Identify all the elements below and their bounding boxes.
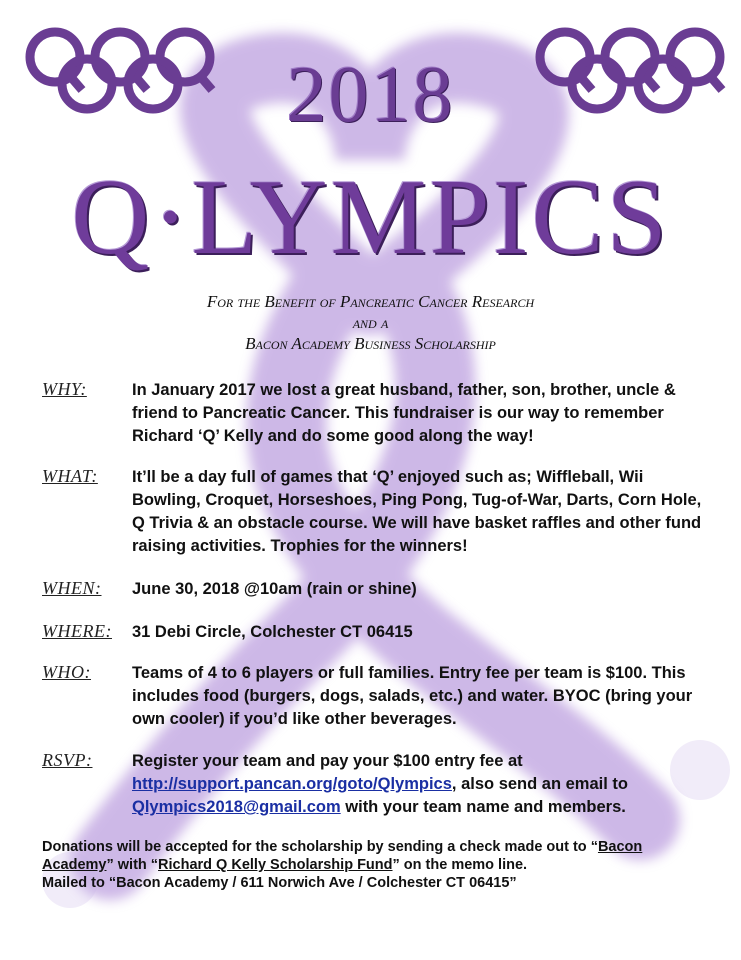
section-rsvp-text <box>132 750 712 819</box>
donation-fund: Richard Q Kelly Scholarship Fund <box>158 857 393 873</box>
section-why-label: WHY: <box>42 379 87 399</box>
section-where <box>42 621 712 647</box>
rsvp-text-before: Register your team and pay your $100 entry fee at <box>132 752 523 770</box>
section-why-text: In January 2017 we lost a great husband, father, son, brother, uncle & friend to Pancreatic Cancer. This fundraiser is our way to remember Richard ‘Q’ Kelly and do some good along the way! <box>132 381 676 445</box>
section-who-label: WHO: <box>42 662 91 682</box>
section-what-label: WHAT: <box>42 466 98 486</box>
section-where-text: 31 Debi Circle, Colchester CT 06415 <box>132 623 413 641</box>
section-rsvp <box>42 750 712 822</box>
subtitle-line-1: For the Benefit of Pancreatic Cancer Research <box>206 292 535 311</box>
section-rsvp-label: RSVP: <box>42 750 93 770</box>
rsvp-registration-link[interactable]: http://support.pancan.org/goto/Qlympics <box>132 775 452 793</box>
rsvp-email-link[interactable]: Qlympics2018@gmail.com <box>132 798 341 816</box>
donation-payee: Bacon Academy <box>42 839 643 873</box>
section-when <box>42 578 712 604</box>
section-what-text: It’ll be a day full of games that ‘Q’ enjoyed such as; Wiffleball, Wii Bowling, Croquet, Horseshoes, Ping Pong, Tug-of-War, Darts, Corn Hole, Q Trivia & an obstacle course. We will have basket raffles and other fund raising activities. Trophies for the winners! <box>132 468 702 555</box>
donation-info <box>42 838 712 892</box>
section-when-label: WHEN: <box>42 578 102 598</box>
section-when-text: June 30, 2018 @10am (rain or shine) <box>132 580 417 598</box>
event-year: 2018 <box>286 51 455 139</box>
section-where-label: WHERE: <box>42 621 112 641</box>
rsvp-text-after: with your team name and members. <box>340 798 626 816</box>
rsvp-text-middle: , also send an email to <box>451 775 628 793</box>
donation-part-2: ” with “ <box>106 857 159 873</box>
donation-mail-line: Mailed to “Bacon Academy / 611 Norwich Ave / Colchester CT 06415” <box>42 875 517 891</box>
subtitle-line-2: and a <box>352 313 389 332</box>
section-who-text: Teams of 4 to 6 players or full families. Entry fee per team is $100. This includes food (burgers, dogs, salads, etc.) and water. BYOC (bring your own cooler) if you’d like other beverages. <box>132 664 693 728</box>
section-what <box>42 466 712 561</box>
donation-part-1: Donations will be accepted for the scholarship by sending a check made out to “ <box>42 839 598 855</box>
section-why <box>42 379 712 451</box>
event-subtitle <box>0 291 741 354</box>
donation-part-3: ” on the memo line. <box>392 857 528 873</box>
section-who <box>42 662 712 734</box>
subtitle-line-3: Bacon Academy Business Scholarship <box>245 334 496 353</box>
event-title: Q·LYMPICS <box>71 158 670 277</box>
